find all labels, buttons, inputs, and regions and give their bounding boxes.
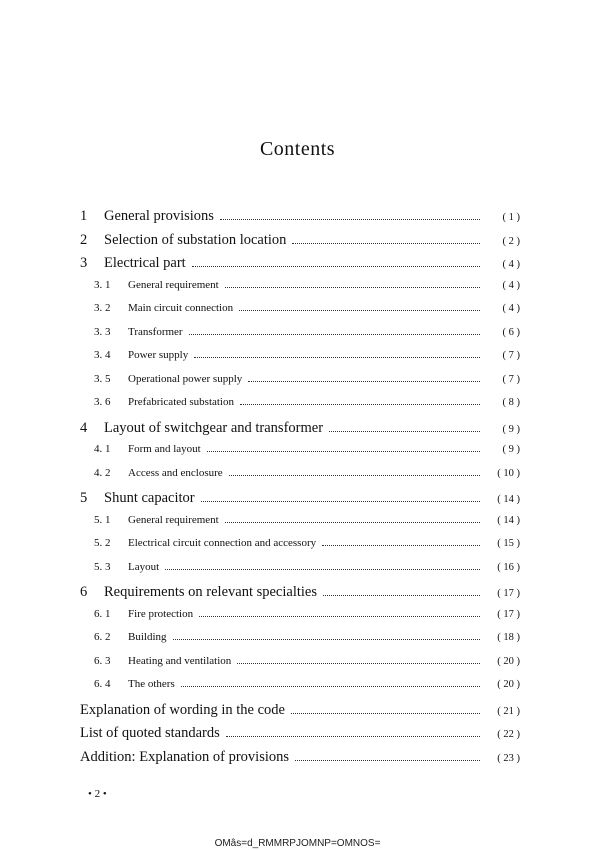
- toc-entry-page: ( 7 ): [502, 373, 520, 385]
- dot-leader: [201, 501, 480, 502]
- toc-entry-title: Requirements on relevant specialties: [104, 584, 317, 600]
- toc-entry-page: ( 21 ): [497, 705, 520, 717]
- toc-entry-number: 3. 2: [94, 302, 111, 314]
- toc-entry[interactable]: [80, 326, 520, 350]
- toc-entry-page: ( 2 ): [502, 235, 520, 247]
- toc-entry-title: Selection of substation location: [104, 231, 287, 248]
- toc-entry-title: Main circuit connection: [128, 302, 234, 314]
- toc-entry-page: ( 6 ): [502, 326, 520, 338]
- dot-leader: [322, 545, 480, 546]
- table-of-contents: [80, 208, 520, 772]
- dot-leader: [220, 219, 480, 220]
- dot-leader: [192, 266, 480, 267]
- toc-entry-title: Shunt capacitor: [104, 490, 195, 506]
- toc-entry-page: ( 23 ): [497, 752, 520, 764]
- toc-entry[interactable]: [80, 467, 520, 491]
- toc-entry[interactable]: [80, 208, 520, 232]
- toc-entry-page: ( 16 ): [497, 561, 520, 573]
- toc-entry[interactable]: [80, 584, 520, 608]
- toc-entry-page: ( 4 ): [502, 279, 520, 291]
- toc-entry-title: List of quoted standards: [80, 725, 220, 741]
- toc-entry-page: ( 8 ): [502, 397, 520, 408]
- toc-entry-title: General provisions: [104, 208, 214, 224]
- page-number: • 2 •: [88, 788, 107, 800]
- toc-entry[interactable]: [80, 396, 520, 420]
- toc-entry-title: Building: [128, 631, 167, 643]
- toc-entry-title: Explanation of wording in the code: [80, 701, 285, 718]
- toc-entry-number: 6. 3: [94, 654, 111, 667]
- toc-entry-title: Access and enclosure: [128, 466, 223, 479]
- toc-entry-number: 6. 1: [94, 607, 111, 620]
- toc-entry-page: ( 4 ): [502, 259, 520, 270]
- toc-entry-title: Layout: [128, 560, 160, 573]
- toc-entry-number: 5. 3: [94, 560, 111, 573]
- toc-entry-title: Power supply: [128, 349, 189, 361]
- toc-entry[interactable]: [80, 232, 520, 256]
- dot-leader: [199, 616, 480, 617]
- toc-entry[interactable]: [80, 420, 520, 444]
- dot-leader: [173, 639, 480, 640]
- dot-leader: [323, 595, 480, 596]
- toc-entry-number: 2: [80, 231, 88, 248]
- toc-entry-number: 3: [80, 255, 88, 271]
- toc-entry[interactable]: [80, 514, 520, 538]
- dot-leader: [239, 310, 480, 311]
- toc-entry-number: 6. 2: [94, 631, 111, 643]
- dot-leader: [295, 760, 480, 761]
- toc-entry-title: Electrical circuit connection and accessory: [128, 537, 317, 549]
- toc-entry-number: 3. 1: [94, 278, 111, 291]
- toc-entry-number: 4. 1: [94, 443, 111, 455]
- dot-leader: [181, 686, 480, 687]
- toc-entry-page: ( 10 ): [497, 467, 520, 479]
- toc-entry-title: Addition: Explanation of provisions: [80, 748, 290, 765]
- toc-entry-number: 3. 5: [94, 372, 111, 385]
- dot-leader: [248, 381, 480, 382]
- toc-entry-page: ( 17 ): [497, 608, 520, 620]
- toc-entry-title: Heating and ventilation: [128, 654, 232, 667]
- dot-leader: [229, 475, 480, 476]
- toc-entry-number: 5. 2: [94, 537, 111, 549]
- toc-entry-page: ( 1 ): [502, 212, 520, 223]
- toc-entry-number: 3. 3: [94, 325, 111, 338]
- toc-entry-page: ( 22 ): [497, 729, 520, 740]
- dot-leader: [225, 287, 480, 288]
- toc-entry-title: Fire protection: [128, 607, 194, 620]
- toc-entry-title: Transformer: [128, 325, 183, 338]
- toc-entry-page: ( 20 ): [497, 679, 520, 690]
- toc-entry-number: 3. 4: [94, 349, 111, 361]
- toc-entry-title: Operational power supply: [128, 372, 243, 385]
- toc-entry[interactable]: [80, 443, 520, 467]
- dot-leader: [291, 713, 480, 714]
- toc-entry-number: 6: [80, 584, 88, 600]
- toc-entry[interactable]: [80, 279, 520, 303]
- toc-entry[interactable]: [80, 749, 520, 773]
- toc-entry[interactable]: [80, 302, 520, 326]
- toc-entry-page: ( 14 ): [497, 514, 520, 526]
- toc-entry-page: ( 20 ): [497, 655, 520, 667]
- dot-leader: [194, 357, 480, 358]
- dot-leader: [207, 451, 480, 452]
- dot-leader: [225, 522, 480, 523]
- toc-entry-number: 3. 6: [94, 396, 111, 408]
- dot-leader: [240, 404, 480, 405]
- toc-entry-number: 5: [80, 490, 88, 506]
- toc-entry[interactable]: [80, 561, 520, 585]
- toc-entry-page: ( 7 ): [502, 350, 520, 361]
- dot-leader: [165, 569, 480, 570]
- toc-entry[interactable]: [80, 678, 520, 702]
- dot-leader: [292, 243, 480, 244]
- toc-entry[interactable]: [80, 631, 520, 655]
- toc-entry[interactable]: [80, 373, 520, 397]
- toc-entry[interactable]: [80, 537, 520, 561]
- toc-entry[interactable]: [80, 725, 520, 749]
- toc-entry[interactable]: [80, 349, 520, 373]
- page-title: Contents: [259, 138, 336, 160]
- toc-entry-page: ( 17 ): [497, 588, 520, 599]
- dot-leader: [189, 334, 480, 335]
- toc-entry-page: ( 14 ): [497, 494, 520, 505]
- toc-entry-title: The others: [128, 678, 175, 690]
- toc-entry[interactable]: [80, 255, 520, 279]
- toc-entry-page: ( 18 ): [497, 632, 520, 643]
- toc-entry-title: General requirement: [128, 513, 219, 526]
- toc-entry-title: Layout of switchgear and transformer: [104, 419, 324, 436]
- toc-entry[interactable]: [80, 655, 520, 679]
- toc-entry-number: 6. 4: [94, 678, 111, 690]
- dot-leader: [226, 736, 480, 737]
- dot-leader: [237, 663, 480, 664]
- toc-entry-page: ( 4 ): [502, 303, 520, 314]
- scan-code: OMâs=d_RMMRPJOMNP=OMNOS=: [214, 838, 381, 849]
- toc-entry-title: Electrical part: [104, 255, 186, 271]
- toc-entry-number: 1: [80, 208, 88, 224]
- toc-entry-title: Prefabricated substation: [128, 396, 234, 408]
- toc-entry[interactable]: [80, 702, 520, 726]
- toc-entry-title: Form and layout: [128, 443, 201, 455]
- toc-entry-number: 4. 2: [94, 466, 111, 479]
- toc-entry[interactable]: [80, 608, 520, 632]
- toc-entry[interactable]: [80, 490, 520, 514]
- toc-entry-page: ( 9 ): [502, 423, 520, 435]
- toc-entry-page: ( 15 ): [497, 538, 520, 549]
- toc-entry-page: ( 9 ): [502, 444, 520, 455]
- toc-entry-number: 4: [80, 419, 88, 436]
- toc-entry-title: General requirement: [128, 278, 219, 291]
- dot-leader: [329, 431, 480, 432]
- toc-entry-number: 5. 1: [94, 513, 111, 526]
